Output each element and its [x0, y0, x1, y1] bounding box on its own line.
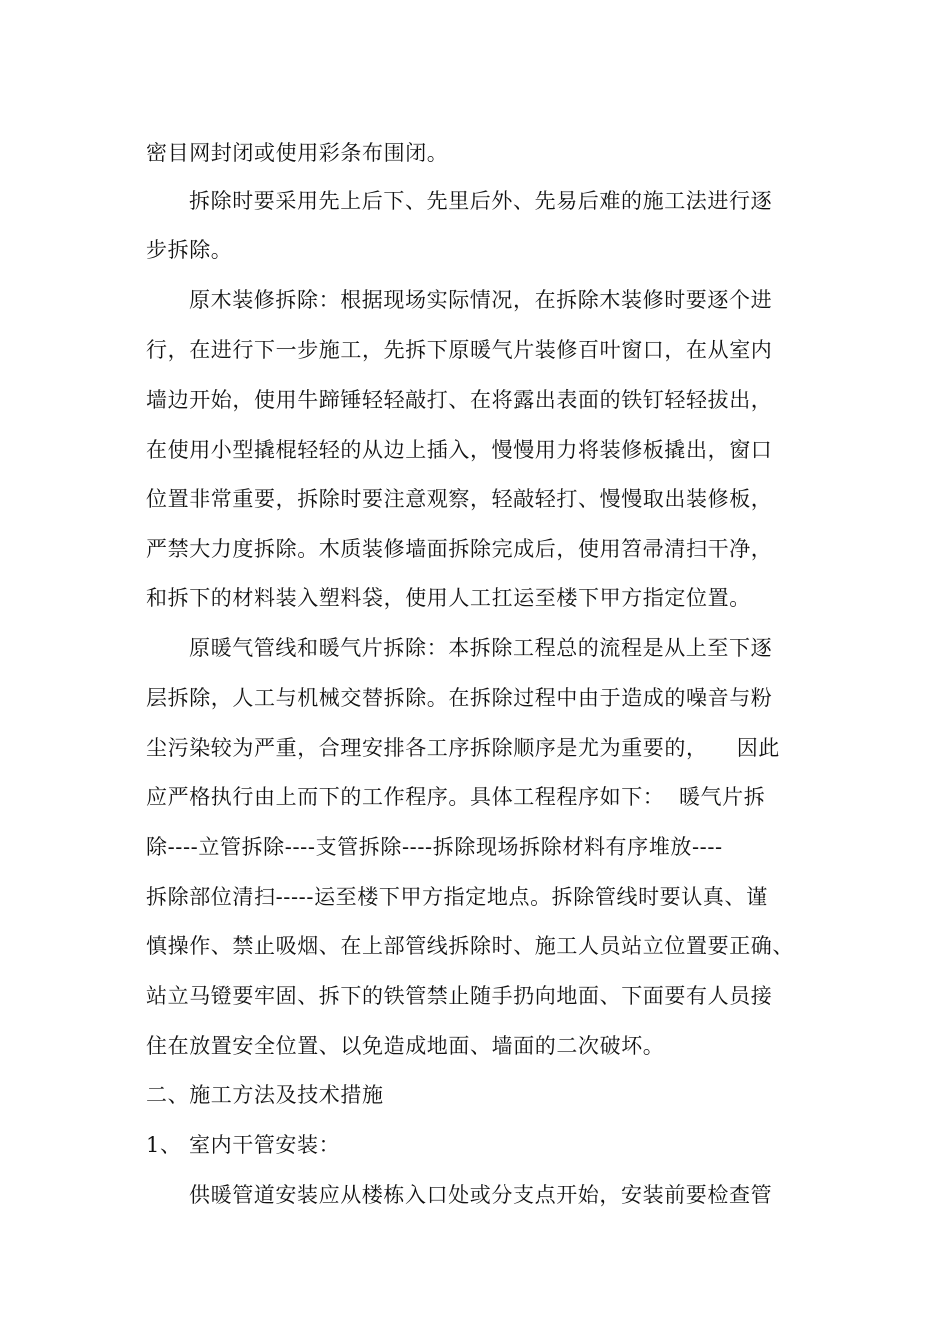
text-line: 站立马镫要牢固、拆下的铁管禁止随手扔向地面、下面要有人员接 — [146, 984, 773, 1008]
text-line: 和拆下的材料装入塑料袋，使用人工扛运至楼下甲方指定位置。 — [146, 586, 751, 610]
paragraph-first-line: 拆除时要采用先上后下、先里后外、先易后难的施工法进行逐 — [189, 189, 773, 213]
text-line: 行，在进行下一步施工，先拆下原暖气片装修百叶窗口，在从室内 — [146, 338, 773, 362]
text-line: 严禁大力度拆除。木质装修墙面拆除完成后，使用笤帚清扫干净， — [146, 537, 773, 561]
text-line: 住在放置安全位置、以免造成地面、墙面的二次破坏。 — [146, 1034, 665, 1058]
paragraph-first-line: 原木装修拆除：根据现场实际情况，在拆除木装修时要逐个进 — [189, 288, 773, 312]
text-line: 密目网封闭或使用彩条布围闭。 — [146, 141, 449, 165]
list-item-number: 1、 — [146, 1133, 182, 1157]
text-line: 层拆除，人工与机械交替拆除。在拆除过程中由于造成的噪音与粉 — [146, 686, 773, 710]
text-line: 位置非常重要，拆除时要注意观察，轻敲轻打、慢慢取出装修板， — [146, 487, 773, 511]
text-line: 墙边开始，使用牛蹄锤轻轻敲打、在将露出表面的铁钉轻轻拔出， — [146, 388, 773, 412]
text-line: 尘污染较为严重，合理安排各工序拆除顺序是尤为重要的， 因此 — [146, 736, 780, 760]
list-item-title: 室内干管安装： — [189, 1133, 341, 1157]
text-line: 应严格执行由上而下的工作程序。具体工程程序如下： 暖气片拆 — [146, 785, 766, 809]
text-line: 慎操作、禁止吸烟、在上部管线拆除时、施工人员站立位置要正确、 — [146, 934, 794, 958]
text-line: 拆除部位清扫-----运至楼下甲方指定地点。拆除管线时要认真、谨 — [146, 885, 768, 909]
text-line: 步拆除。 — [146, 238, 233, 262]
section-heading: 二、施工方法及技术措施 — [146, 1083, 384, 1107]
text-line: 除----立管拆除----支管拆除----拆除现场拆除材料有序堆放---- — [146, 835, 723, 859]
paragraph-first-line: 供暖管道安装应从楼栋入口处或分支点开始，安装前要检查管 — [189, 1183, 773, 1207]
text-line: 在使用小型撬棍轻轻的从边上插入，慢慢用力将装修板撬出，窗口 — [146, 438, 773, 462]
paragraph-first-line: 原暖气管线和暖气片拆除：本拆除工程总的流程是从上至下逐 — [189, 636, 773, 660]
